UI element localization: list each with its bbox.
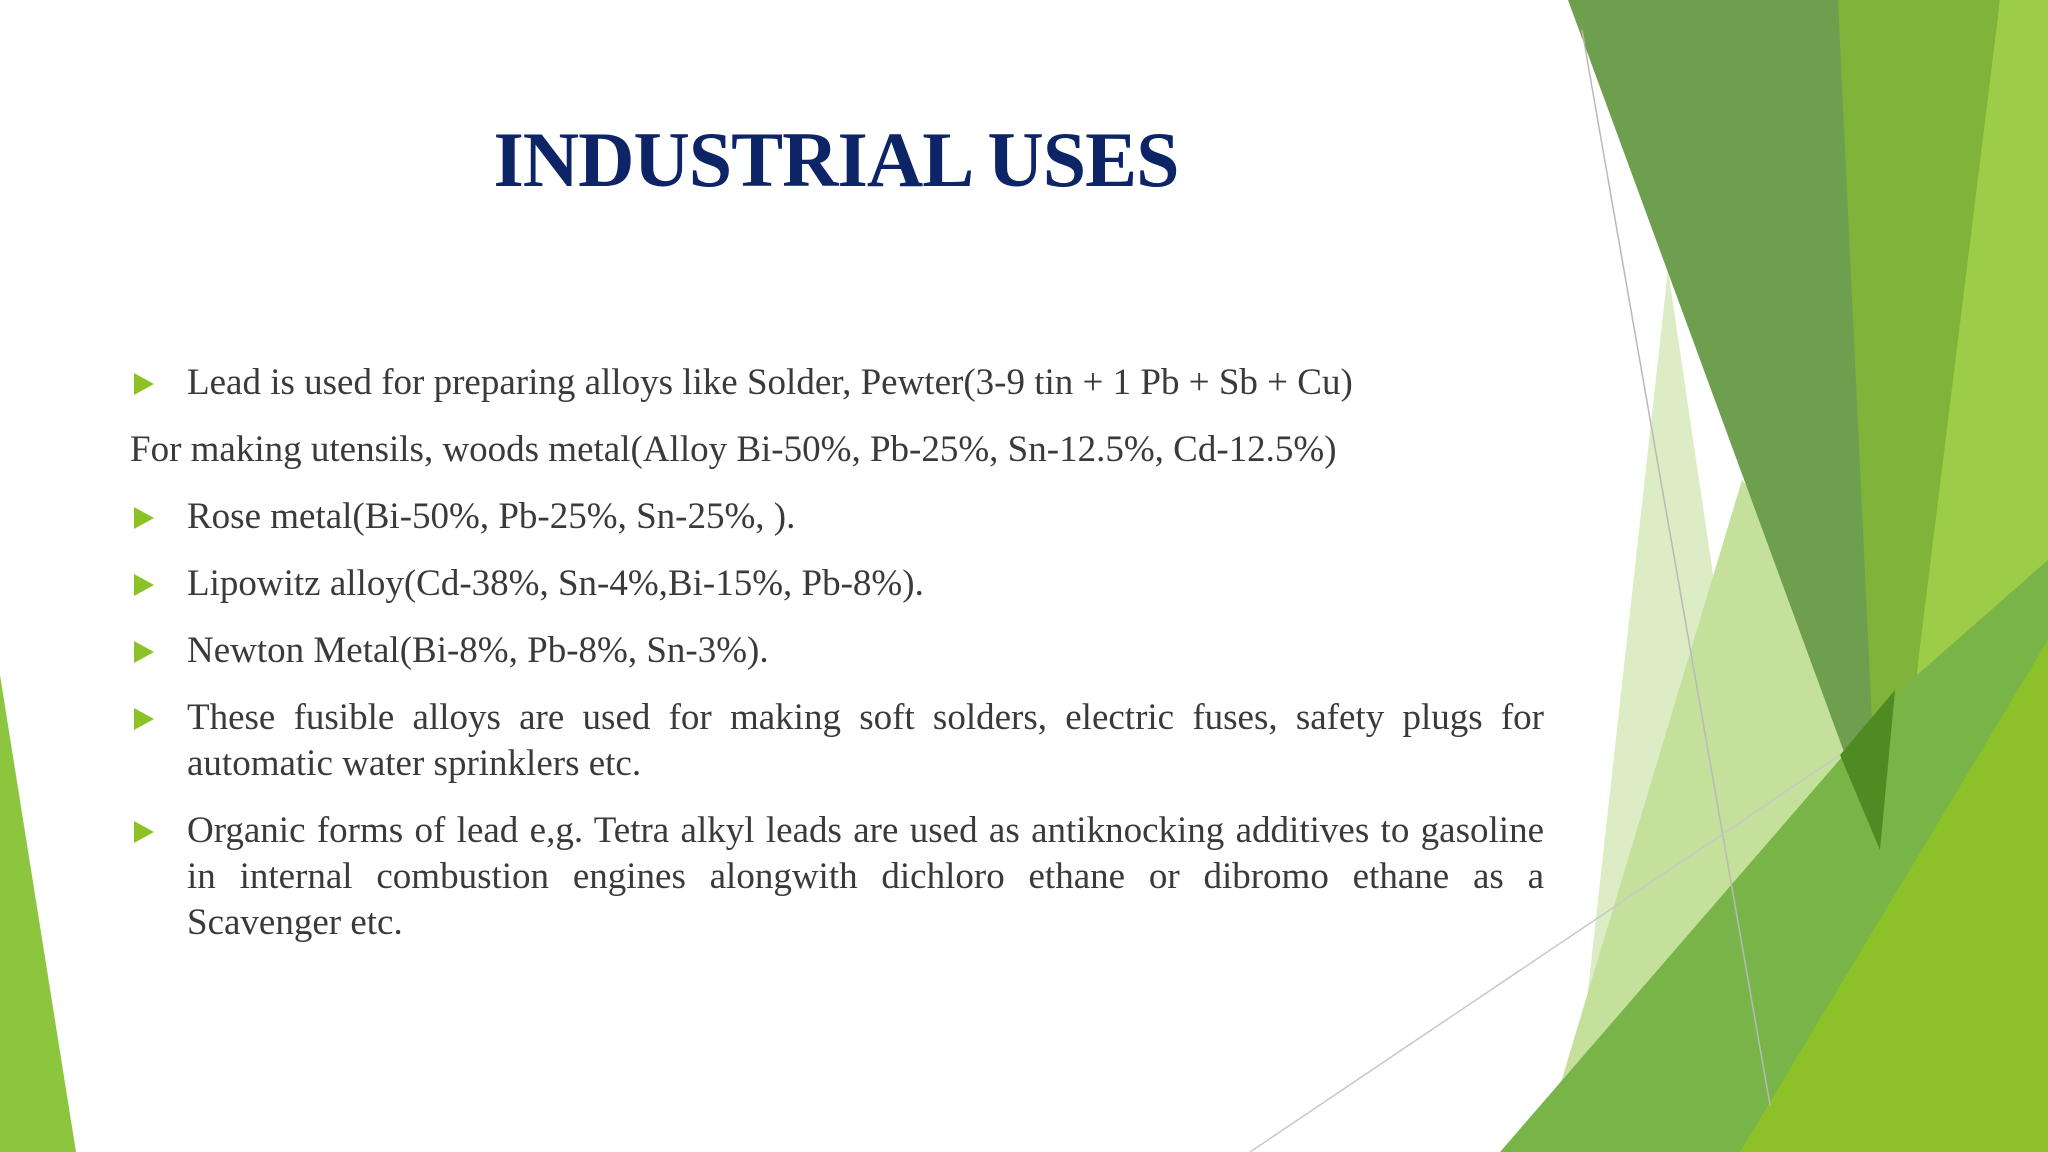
bullet-item (128, 695, 1544, 787)
bullet-item (128, 360, 1544, 406)
left-green-shape (0, 675, 76, 1152)
bullet-text: Organic forms of lead e,g. Tetra alkyl leads are used as antiknocking additives to gasoline in internal combustion engines alongwith dichloro ethane or dibromo ethane as a Scavenger etc. (187, 810, 1544, 943)
triangle-right-icon (134, 373, 154, 395)
bullet-text: Lead is used for preparing alloys like Solder, Pewter(3-9 tin + 1 Pb + Sb + Cu) (187, 362, 1353, 403)
triangle-right-icon (134, 821, 154, 843)
bullet-text: Lipowitz alloy(Cd-38%, Sn-4%,Bi-15%, Pb-8%). (187, 563, 924, 604)
plain-line (128, 427, 1544, 473)
bullet-item (128, 494, 1544, 540)
triangle-right-icon (134, 708, 154, 730)
triangle-right-icon (134, 641, 154, 663)
line-text: For making utensils, woods metal(Alloy Bi-50%, Pb-25%, Sn-12.5%, Cd-12.5%) (130, 429, 1337, 470)
bullet-item (128, 628, 1544, 674)
slide-title: INDUSTRIAL USES (493, 116, 1179, 203)
bullet-item (128, 808, 1544, 946)
triangle-right-icon (134, 507, 154, 529)
bullet-item (128, 561, 1544, 607)
triangle-right-icon (134, 574, 154, 596)
bullet-text: These fusible alloys are used for making soft solders, electric fuses, safety plugs for automatic water sprinklers etc. (187, 697, 1544, 784)
bullet-text: Newton Metal(Bi-8%, Pb-8%, Sn-3%). (187, 630, 769, 671)
bullet-text: Rose metal(Bi-50%, Pb-25%, Sn-25%, ). (187, 496, 796, 537)
bullet-list (128, 360, 1544, 967)
